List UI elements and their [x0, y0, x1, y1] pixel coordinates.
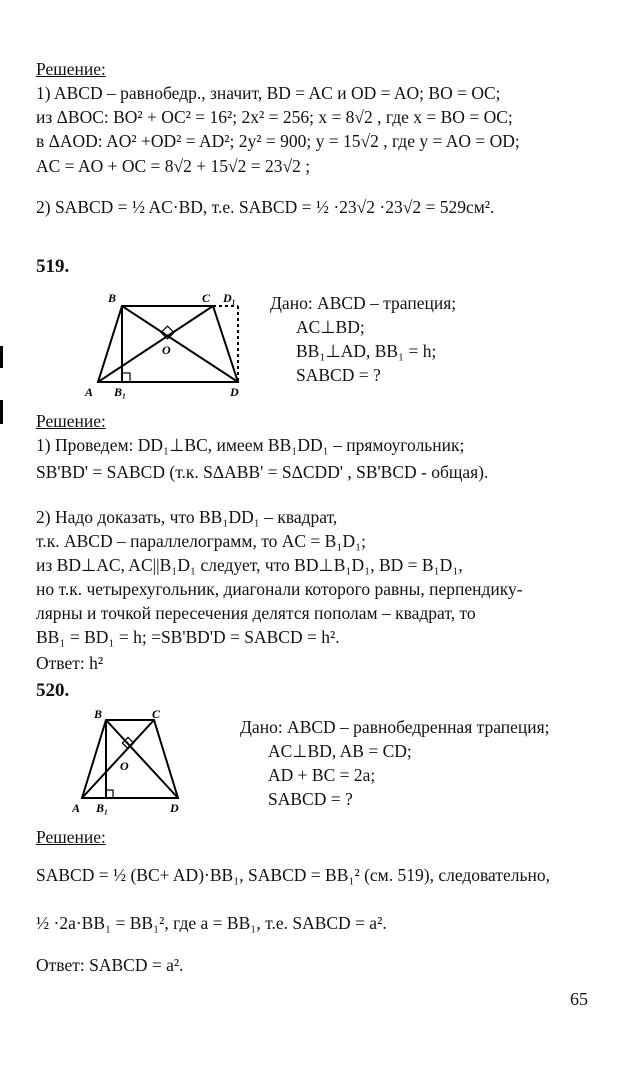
- solution-header: Решение:: [36, 411, 106, 431]
- solution-line: в ΔAOD: AO² +OD² = AD²; 2y² = 900; y = 15√2 , где y = AO = OD;: [36, 131, 520, 151]
- solution-line: 2) SABCD = ½ AC·BD, т.е. SABCD = ½ ·23√2 ·23√2 = 529см².: [36, 197, 495, 217]
- trapezoid-figure-520: [72, 708, 202, 818]
- given-line: Дано: ABCD – равнобедренная трапеция;: [240, 717, 550, 737]
- solution-line: т.к. ABCD – параллелограмм, то AC = B₁D₁;: [36, 531, 367, 551]
- solution-line: SB'BD' = SABCD (т.к. SΔABB' = SΔCDD' , SB'BCD - общая).: [36, 462, 489, 482]
- diagonal-bd: [122, 306, 238, 382]
- margin-mark: [0, 400, 3, 424]
- given-line: AC⊥BD;: [296, 317, 365, 337]
- vertex-label: B: [108, 291, 117, 305]
- vertex-label: C: [152, 708, 161, 721]
- solution-line: SABCD = ½ (BC+ AD)·BB₁, SABCD = BB₁² (см. 519), следовательно,: [36, 865, 550, 885]
- answer-line: Ответ: SABCD = a².: [36, 955, 184, 975]
- trapezoid-outline: [82, 720, 178, 798]
- solution-line: лярны и точкой пересечения делятся пополам – квадрат, то: [36, 603, 476, 623]
- given-line: BB₁⊥AD, BB₁ = h;: [296, 341, 437, 361]
- vertex-label: C: [202, 291, 211, 305]
- given-line: AD + BC = 2a;: [268, 765, 376, 785]
- given-line: Дано: ABCD – трапеция;: [270, 293, 457, 313]
- solution-header: Решение:: [36, 827, 106, 847]
- problem-number: 519.: [36, 256, 70, 277]
- vertex-label: B: [94, 708, 103, 721]
- vertex-label: O: [120, 759, 129, 773]
- solution-header: Решение:: [36, 59, 106, 79]
- given-line: SABCD = ?: [296, 365, 381, 385]
- solution-line: но т.к. четырехугольник, диагонали которого равны, перпендику-: [36, 579, 523, 599]
- answer-line: Ответ: h²: [36, 653, 104, 673]
- vertex-label: D: [170, 801, 179, 815]
- problem-number: 520.: [36, 680, 70, 701]
- given-line: SABCD = ?: [268, 789, 353, 809]
- vertex-label: D: [230, 385, 239, 399]
- vertex-label: O: [162, 343, 171, 357]
- margin-mark: [0, 346, 3, 368]
- vertex-label: D₁: [223, 291, 236, 305]
- vertex-label: B₁: [114, 385, 127, 399]
- solution-line: 2) Надо доказать, что BB₁DD₁ – квадрат,: [36, 507, 338, 527]
- vertex-label: A: [85, 385, 94, 399]
- solution-line: 1) ABCD – равнобедр., значит, BD = AC и OD = AO; BO = OC;: [36, 83, 501, 103]
- solution-line: BB₁ = BD₁ = h; =SB'BD'D = SABCD = h².: [36, 627, 340, 647]
- vertex-label: B₁: [96, 801, 109, 815]
- solution-line: из BD⊥AC, AC||B₁D₁ следует, что BD⊥B₁D₁, BD = B₁D₁,: [36, 555, 463, 575]
- solution-line: AC = AO + OC = 8√2 + 15√2 = 23√2 ;: [36, 156, 311, 176]
- trapezoid-figure-519: [80, 290, 250, 400]
- given-line: AC⊥BD, AB = CD;: [268, 741, 412, 761]
- solution-line: 1) Проведем: DD₁⊥BC, имеем BB₁DD₁ – прямоугольник;: [36, 435, 465, 455]
- solution-line: ½ ·2a·BB₁ = BB₁², где a = BB₁, т.е. SABCD = a².: [36, 913, 387, 933]
- solution-line: из ΔBOC: BO² + OC² = 16²; 2x² = 256; x = 8√2 , где x = BO = OC;: [36, 107, 513, 127]
- diagonal-ac: [98, 306, 213, 382]
- vertex-label: A: [72, 801, 81, 815]
- page-number: 65: [570, 989, 588, 1009]
